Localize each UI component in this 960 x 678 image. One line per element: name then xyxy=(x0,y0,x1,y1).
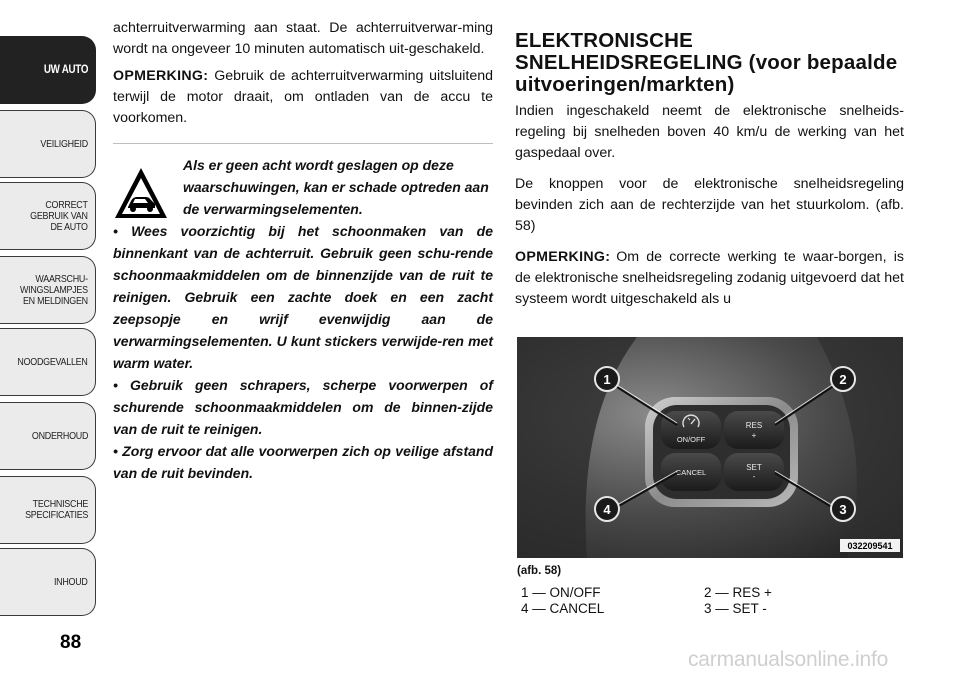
tab-label: CORRECT GEBRUIK VAN DE AUTO xyxy=(30,198,88,233)
note-text: Om de correcte werking te waar-borgen, is de elektronische snelheidsregeling zodanig uitgevoerd dat het systeem wordt uitgeschakeld als u xyxy=(515,249,904,307)
legend-row xyxy=(521,585,901,601)
figure-caption: (afb. 58) xyxy=(517,565,562,577)
right-column xyxy=(515,30,904,320)
figure-code: 032209541 xyxy=(847,541,893,551)
warning-bullet: • Wees voorzichtig bij het schoonmaken van de binnenkant van de achterruit. Gebruik geen schu-rende schoonmaakmiddelen om de binnenzijde van de ruit te reinigen. Gebruik een zachte doek en een zacht zeepsopje en wrijf evenwijdig aan de verwarmingselementen. U kunt stickers verwijde-ren met warm water. xyxy=(113,223,493,371)
warning-block xyxy=(113,154,493,220)
svg-text:4: 4 xyxy=(603,502,611,517)
note-label: OPMERKING: xyxy=(113,68,209,84)
warning-bullet: • Gebruik geen schrapers, scherpe voorwerpen of schurende schoonmaakmiddelen om de binnen-zijde van de ruit te reinigen. xyxy=(113,377,493,437)
callout-4 xyxy=(595,497,619,521)
watermark: carmanualsonline.info xyxy=(688,648,889,671)
divider xyxy=(113,143,493,144)
tab-correct-gebruik[interactable] xyxy=(0,182,96,250)
res-button xyxy=(724,411,784,449)
note-text: Gebruik de achterruitverwarming uitsluitend terwijl de motor draait, om ontladen van de accu te voorkomen. xyxy=(113,68,493,126)
tab-inhoud[interactable] xyxy=(0,548,96,616)
svg-text:1: 1 xyxy=(603,372,611,387)
left-column xyxy=(113,18,493,484)
tab-uw-auto[interactable] xyxy=(0,36,96,104)
tab-label: VEILIGHEID xyxy=(40,137,88,150)
callout-3 xyxy=(831,497,855,521)
cancel-label: CANCEL xyxy=(675,468,707,477)
res-sign: + xyxy=(751,431,757,440)
legend-item: 1 — ON/OFF xyxy=(521,585,601,600)
tab-label: INHOUD xyxy=(54,575,88,588)
page-number: 88 xyxy=(60,632,82,653)
section-title: ELEKTRONISCHE SNELHEIDSREGELING (voor bepaalde uitvoeringen/markten) xyxy=(515,29,898,96)
steering-wheel-illustration xyxy=(517,337,903,558)
legend-item: 4 — CANCEL xyxy=(521,601,605,616)
tab-noodgevallen[interactable] xyxy=(0,328,96,396)
res-label: RES xyxy=(745,421,763,430)
note-paragraph xyxy=(113,66,493,129)
set-label: SET xyxy=(746,463,762,472)
svg-text:3: 3 xyxy=(839,502,847,517)
tab-veiligheid[interactable] xyxy=(0,110,96,178)
on-off-label: ON/OFF xyxy=(676,435,706,444)
figure-legend xyxy=(521,585,901,617)
note-paragraph xyxy=(515,247,904,310)
note-label: OPMERKING: xyxy=(515,249,611,265)
cruise-control-figure xyxy=(517,337,903,558)
intro-paragraph: achterruitverwarming aan staat. De achterruitverwar-ming wordt na ongeveer 10 minuten automatisch uit-geschakeld. xyxy=(113,20,493,57)
legend-item: 3 — SET - xyxy=(704,601,767,616)
tab-waarschuwingslampjes[interactable] xyxy=(0,256,96,324)
legend-row xyxy=(521,601,901,617)
paragraph: Indien ingeschakeld neemt de elektronische snelheids-regeling bij snelheden boven 40 km/u de werking van het gaspedaal over. xyxy=(515,103,904,161)
warning-car-icon xyxy=(113,166,169,220)
callout-2 xyxy=(831,367,855,391)
tab-label: UW AUTO xyxy=(43,63,88,76)
svg-text:2: 2 xyxy=(839,372,847,387)
tab-label: NOODGEVALLEN xyxy=(17,355,88,368)
set-sign: - xyxy=(752,472,756,481)
legend-item: 2 — RES + xyxy=(704,585,772,600)
tab-label: ONDERHOUD xyxy=(31,429,88,442)
chapter-tabs xyxy=(0,0,100,640)
warning-bullet: • Zorg ervoor dat alle voorwerpen zich op veilige afstand van de ruit bevinden. xyxy=(113,443,493,481)
tab-technische-specificaties[interactable] xyxy=(0,476,96,544)
paragraph: De knoppen voor de elektronische snelheidsregeling bevinden zich aan de rechterzijde van het stuurkolom. (afb. 58) xyxy=(515,176,904,234)
warning-heading: Als er geen acht wordt geslagen op deze waarschuwingen, kan er schade optreden aan de verwarmingselementen. xyxy=(183,157,489,217)
tab-label: WAARSCHU- WINGSLAMPJES EN MELDINGEN xyxy=(20,272,88,307)
tab-label: TECHNISCHE SPECIFICATIES xyxy=(25,498,88,521)
callout-1 xyxy=(595,367,619,391)
tab-onderhoud[interactable] xyxy=(0,402,96,470)
